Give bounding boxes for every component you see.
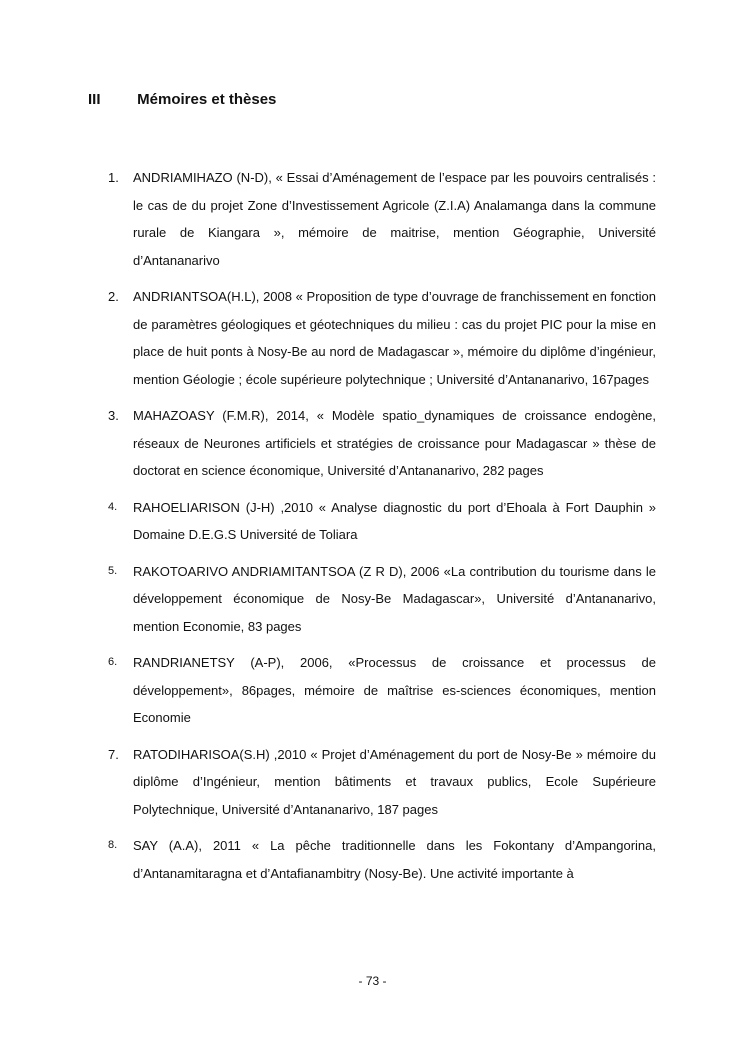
reference-item bbox=[108, 164, 656, 274]
reference-item bbox=[108, 558, 656, 641]
reference-text: ANDRIAMIHAZO (N-D), « Essai d’Aménagement de l’espace par les pouvoirs centralisés : le cas de du projet Zone d’Investissement Agricole (Z.I.A) Analamanga dans la commune rurale de Kiangara », mémoire de maitrise, mention Géographie, Université d’Antananarivo bbox=[133, 170, 656, 268]
reference-text: MAHAZOASY (F.M.R), 2014, « Modèle spatio_dynamiques de croissance endogène, réseaux de Neurones artificiels et stratégies de croissance pour Madagascar » thèse de doctorat en science économique, Université d’Antananarivo, 282 pages bbox=[133, 408, 656, 478]
reference-text: ANDRIANTSOA(H.L), 2008 « Proposition de type d’ouvrage de franchissement en fonction de paramètres géologiques et géotechniques du milieu : cas du projet PIC pour la mise en place de huit ponts à Nosy-Be au nord de Madagascar », mémoire du diplôme d’ingénieur, mention Géologie ; école supérieure polytechnique ; Université d’Antananarivo, 167pages bbox=[133, 289, 656, 387]
reference-text: RANDRIANETSY (A-P), 2006, «Processus de croissance et processus de développement», 86pages, mémoire de maîtrise es-sciences économiques, mention Economie bbox=[133, 655, 656, 725]
reference-item bbox=[108, 649, 656, 732]
reference-item bbox=[108, 402, 656, 485]
reference-number: 8. bbox=[108, 839, 118, 851]
section-heading bbox=[88, 90, 276, 110]
reference-number: 7. bbox=[108, 746, 119, 762]
reference-text: RAHOELIARISON (J-H) ,2010 « Analyse diagnostic du port d’Ehoala à Fort Dauphin » Domaine D.E.G.S Université de Toliara bbox=[133, 499, 656, 542]
reference-item bbox=[108, 494, 656, 549]
bibliography-list bbox=[108, 164, 656, 896]
section-title: Mémoires et thèses bbox=[137, 91, 277, 108]
reference-item bbox=[108, 741, 656, 824]
reference-item bbox=[108, 283, 656, 393]
reference-number: 4. bbox=[108, 500, 118, 513]
page-number: - 73 - bbox=[358, 974, 387, 988]
reference-number: 2. bbox=[108, 289, 119, 304]
reference-text: RAKOTOARIVO ANDRIAMITANTSOA (Z R D), 2006 «La contribution du tourisme dans le développement économique de Nosy-Be Madagascar», Université d’Antananarivo, mention Economie, 83 pages bbox=[133, 563, 656, 634]
reference-text: SAY (A.A), 2011 « La pêche traditionnelle dans les Fokontany d’Ampangorina, d’Antanamitaragna et d’Antafianambitry (Nosy-Be). Une activité importante à bbox=[133, 838, 656, 881]
reference-number: 3. bbox=[108, 408, 119, 423]
reference-text: RATODIHARISOA(S.H) ,2010 « Projet d’Aménagement du port de Nosy-Be » mémoire du diplôme d’Ingénieur, mention bâtiments et travaux publics, Ecole Supérieure Polytechnique, Université d’Antananarivo, 187 pages bbox=[133, 746, 656, 817]
reference-item bbox=[108, 832, 656, 887]
reference-number: 6. bbox=[108, 656, 118, 668]
reference-number: 5. bbox=[108, 564, 118, 577]
reference-number: 1. bbox=[108, 170, 119, 185]
section-number: III bbox=[88, 91, 101, 108]
